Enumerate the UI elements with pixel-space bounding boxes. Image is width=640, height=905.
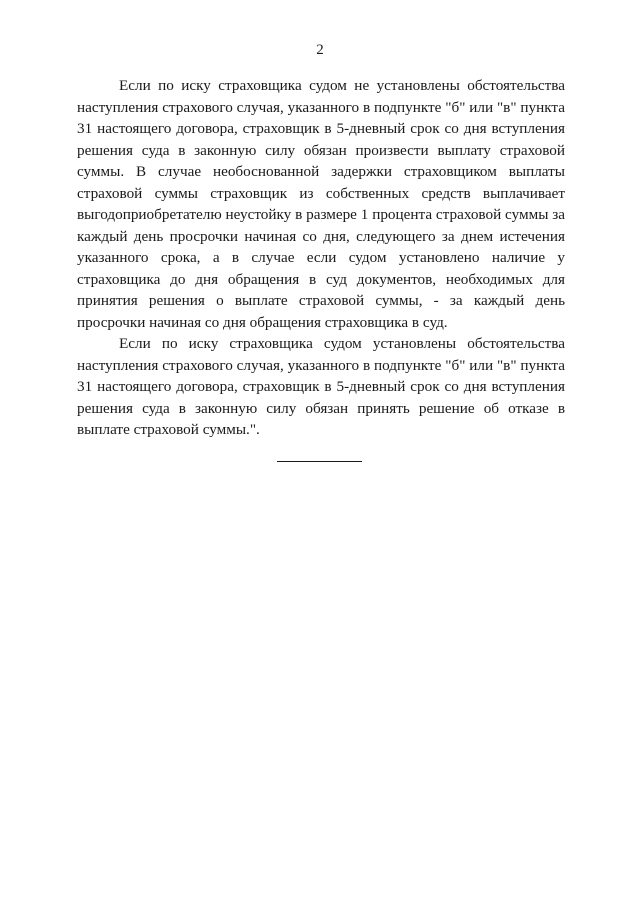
paragraph-payment-obligation: Если по иску страховщика судом не установлены обстоятельства наступления страхового случая, указанного в подпункте "б" или "в" пункта 31 настоящего договора, страховщик в 5-дневный срок со дня вступления решения суда в законную силу обязан произвести выплату страховой суммы. В случае необоснованной задержки страховщиком выплаты страховой суммы страховщик из собственных средств выплачивает выгодоприобретателю неустойку в размере 1 процента страховой суммы за каждый день просрочки начиная со дня, следующего за днем истечения указанного срока, а в случае если судом установлено наличие у страховщика до дня обращения в суд документов, необходимых для принятия решения о выплате страховой суммы, - за каждый день просрочки начиная со дня обращения страховщика в суд. [77,77,565,331]
paragraph-refusal-decision: Если по иску страховщика судом установлены обстоятельства наступления страхового случая, указанного в подпункте "б" или "в" пункта 31 настоящего договора, страховщик в 5-дневный срок со дня вступления решения суда в законную силу обязан принять решение об отказе в выплате страховой суммы.". [77,335,565,438]
document-body [77,75,565,441]
end-of-text-rule [277,461,362,462]
page-number: 2 [316,42,324,58]
